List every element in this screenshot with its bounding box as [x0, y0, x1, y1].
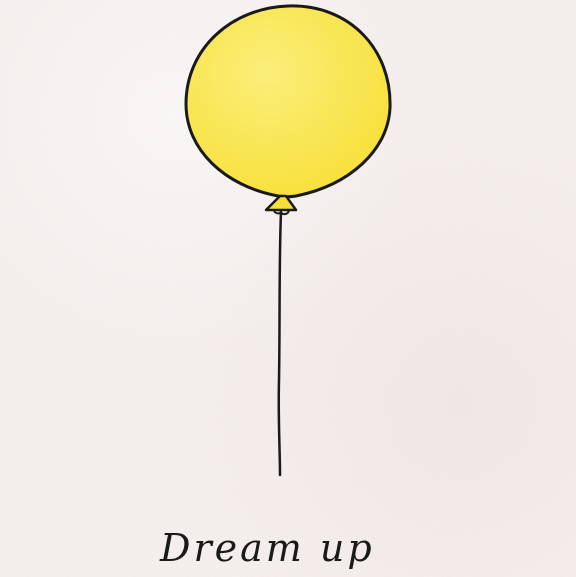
balloon-body — [186, 6, 390, 197]
caption-text: Dream up — [160, 526, 375, 570]
balloon-knot — [266, 196, 296, 210]
balloon-string — [279, 212, 281, 475]
